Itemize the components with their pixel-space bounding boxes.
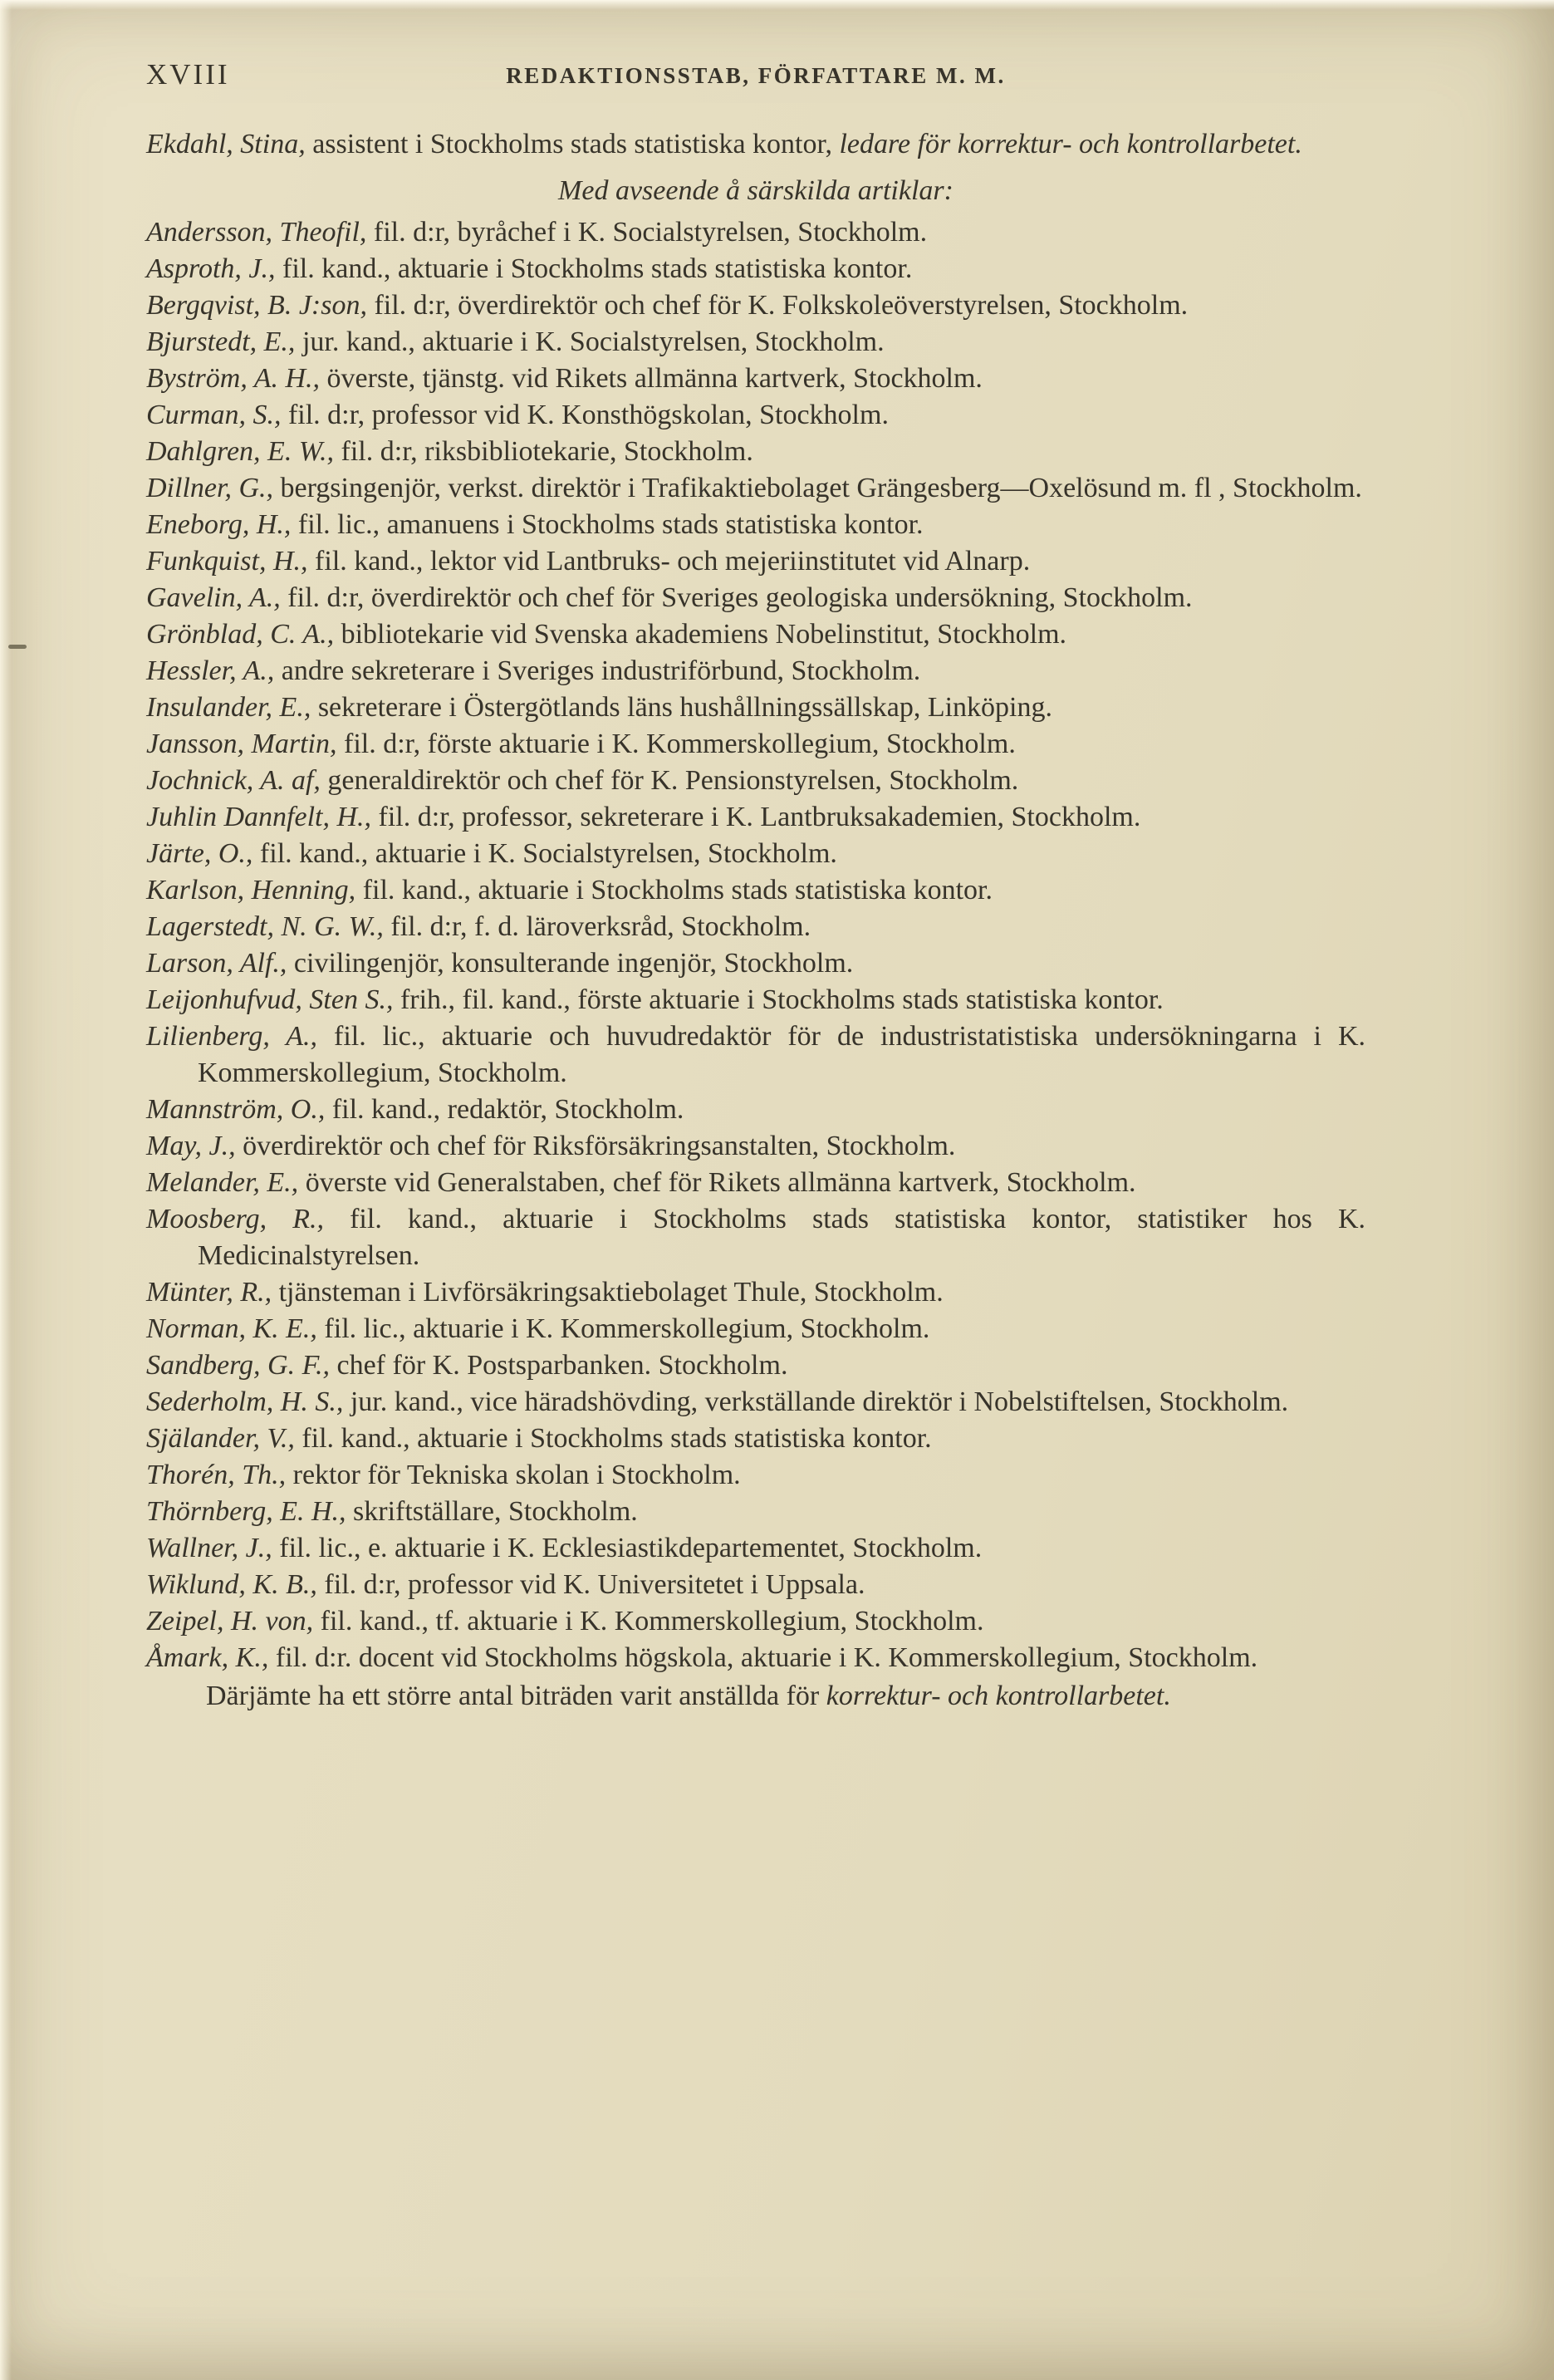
author-name: Andersson, Theofil, [146, 217, 367, 248]
author-name: Ekdahl, Stina, [146, 129, 306, 159]
author-entry [146, 507, 1365, 543]
author-name: Järte, O., [146, 838, 253, 869]
author-name: Thorén, Th., [146, 1460, 287, 1490]
author-name: Åmark, K., [146, 1642, 269, 1673]
author-description: överdirektör och chef för Riksförsäkringsanstalten, Stockholm. [235, 1131, 956, 1161]
author-name: Lilienberg, A., [146, 1021, 318, 1052]
author-entry [146, 836, 1365, 872]
author-name: Karlson, Henning, [146, 875, 356, 905]
author-description: fil. kand., tf. aktuarie i K. Kommerskollegium, Stockholm. [313, 1606, 984, 1637]
intro-text: assistent i Stockholms stads statistiska kontor, [305, 129, 840, 159]
author-entry [146, 214, 1365, 251]
author-name: Münter, R., [146, 1277, 272, 1308]
intro-paragraph [146, 126, 1365, 163]
author-description: tjänsteman i Livförsäkringsaktiebolaget Thule, Stockholm. [272, 1277, 944, 1308]
author-description: fil. d:r, byråchef i K. Socialstyrelsen, Stockholm. [366, 217, 928, 248]
author-description: fil. kand., lektor vid Lantbruks- och mejeriinstitutet vid Alnarp. [307, 546, 1031, 577]
author-name: Wallner, J., [146, 1533, 272, 1563]
author-name: Dahlgren, E. W., [146, 436, 335, 467]
author-name: Eneborg, H., [146, 509, 292, 540]
author-name: Jochnick, A. af, [146, 765, 321, 796]
author-entry [146, 1530, 1365, 1567]
author-name: Moosberg, R., [146, 1204, 324, 1234]
author-description: fil. d:r, överdirektör och chef för K. Folkskoleöverstyrelsen, Stockholm. [366, 290, 1189, 321]
author-entry [146, 324, 1365, 361]
author-entry [146, 763, 1365, 799]
author-description: fil. kand., aktuarie i Stockholms stads statistiska kontor. [294, 1423, 932, 1454]
author-description: jur. kand., aktuarie i K. Socialstyrelsen, Stockholm. [295, 326, 885, 357]
author-entry [146, 799, 1365, 836]
author-entry [146, 1128, 1365, 1165]
page-header [146, 58, 1365, 98]
author-name: Norman, K. E., [146, 1313, 317, 1344]
author-entry [146, 1640, 1365, 1676]
page-content [146, 58, 1365, 1715]
page-body [146, 126, 1365, 1715]
author-entry [146, 689, 1365, 726]
author-description: fil. lic., e. aktuarie i K. Ecklesiastikdepartementet, Stockholm. [272, 1533, 983, 1563]
author-entry [146, 726, 1365, 763]
author-name: Asproth, J., [146, 253, 276, 284]
author-description: andre sekreterare i Sveriges industriförbund, Stockholm. [274, 655, 921, 686]
author-entry [146, 361, 1365, 397]
author-name: Wiklund, K. B., [146, 1569, 317, 1600]
author-name: Byström, A. H., [146, 363, 321, 394]
author-description: fil. d:r, professor vid K. Konsthögskolan, Stockholm. [281, 400, 889, 430]
intro-emphasis: ledare för korrektur- och kontrollarbetet. [839, 129, 1302, 159]
author-name: Zeipel, H. von, [146, 1606, 314, 1637]
author-description: rektor för Tekniska skolan i Stockholm. [286, 1460, 741, 1490]
author-description: jur. kand., vice häradshövding, verkställande direktör i Nobelstiftelsen, Stockholm. [343, 1386, 1289, 1417]
author-description: fil. d:r, professor vid K. Universitetet i Uppsala. [316, 1569, 865, 1600]
author-description: frih., fil. kand., förste aktuarie i Stockholms stads statistiska kontor. [393, 984, 1164, 1015]
closing-emphasis: korrektur- och kontrollarbetet. [826, 1681, 1171, 1711]
author-description: fil. kand., redaktör, Stockholm. [325, 1094, 684, 1125]
author-entry [146, 470, 1365, 507]
author-name: Dillner, G., [146, 473, 273, 503]
scan-mark [8, 645, 27, 649]
author-entry [146, 1567, 1365, 1603]
author-description: fil. kand., aktuarie i K. Socialstyrelsen, Stockholm. [252, 838, 837, 869]
author-description: fil. lic., aktuarie i K. Kommerskollegium, Stockholm. [316, 1313, 930, 1344]
author-name: Grönblad, C. A., [146, 619, 335, 650]
page-number: XVIII [146, 58, 230, 91]
author-name: May, J., [146, 1131, 236, 1161]
author-name: Jansson, Martin, [146, 729, 337, 759]
author-name: Melander, E., [146, 1167, 299, 1198]
author-entry [146, 1165, 1365, 1201]
author-description: överste, tjänstg. vid Rikets allmänna kartverk, Stockholm. [320, 363, 983, 394]
author-entry [146, 1018, 1365, 1092]
author-description: civilingenjör, konsulterande ingenjör, Stockholm. [287, 948, 854, 979]
author-name: Thörnberg, E. H., [146, 1496, 346, 1527]
author-entry [146, 1092, 1365, 1128]
author-name: Gavelin, A., [146, 582, 281, 613]
section-heading: Med avseende å särskilda artiklar: [558, 175, 953, 206]
author-name: Curman, S., [146, 400, 282, 430]
author-entry [146, 1201, 1365, 1274]
author-description: bergsingenjör, verkst. direktör i Trafikaktiebolaget Grängesberg—Oxelösund m. fl , Stockholm. [273, 473, 1362, 503]
author-name: Sederholm, H. S., [146, 1386, 344, 1417]
author-name: Larson, Alf., [146, 948, 287, 979]
author-entry [146, 616, 1365, 653]
author-entry [146, 1494, 1365, 1530]
author-entry [146, 909, 1365, 945]
author-entry [146, 434, 1365, 470]
author-description: fil. d:r, riksbibliotekarie, Stockholm. [334, 436, 753, 467]
author-entry [146, 1384, 1365, 1421]
author-entry [146, 251, 1365, 287]
author-description: bibliotekarie vid Svenska akademiens Nobelinstitut, Stockholm. [334, 619, 1067, 650]
author-description: sekreterare i Östergötlands läns hushållningssällskap, Linköping. [311, 692, 1052, 723]
author-name: Hessler, A., [146, 655, 275, 686]
author-entry [146, 1421, 1365, 1457]
author-description: chef för K. Postsparbanken. Stockholm. [330, 1350, 788, 1381]
author-name: Juhlin Dannfelt, H., [146, 802, 372, 832]
scan-edge [0, 0, 12, 2380]
author-name: Sandberg, G. F., [146, 1350, 330, 1381]
author-description: fil. lic., amanuens i Stockholms stads statistiska kontor. [291, 509, 924, 540]
author-entry [146, 543, 1365, 580]
author-entry [146, 287, 1365, 324]
author-entry [146, 872, 1365, 909]
author-description: fil. d:r, professor, sekreterare i K. Lantbruksakademien, Stockholm. [371, 802, 1141, 832]
author-name: Funkquist, H., [146, 546, 308, 577]
author-name: Lagerstedt, N. G. W., [146, 911, 384, 942]
author-description: fil. kand., aktuarie i Stockholms stads statistiska kontor. [355, 875, 993, 905]
author-description: fil. d:r. docent vid Stockholms högskola, aktuarie i K. Kommerskollegium, Stockholm. [268, 1642, 1258, 1673]
running-title: REDAKTIONSSTAB, FÖRFATTARE M. M. [506, 63, 1006, 88]
author-entry [146, 982, 1365, 1018]
author-name: Bergqvist, B. J:son, [146, 290, 367, 321]
author-list [146, 214, 1365, 1676]
author-description: fil. kand., aktuarie i Stockholms stads statistiska kontor, statistiker hos K. Medicinalstyrelsen. [198, 1204, 1365, 1271]
author-description: skriftställare, Stockholm. [346, 1496, 638, 1527]
author-name: Leijonhufvud, Sten S., [146, 984, 394, 1015]
closing-paragraph [146, 1678, 1365, 1715]
author-name: Insulander, E., [146, 692, 311, 723]
author-description: fil. d:r, överdirektör och chef för Sveriges geologiska undersökning, Stockholm. [280, 582, 1193, 613]
author-description: fil. d:r, f. d. läroverksråd, Stockholm. [383, 911, 811, 942]
author-entry [146, 945, 1365, 982]
author-description: fil. kand., aktuarie i Stockholms stads statistiska kontor. [275, 253, 913, 284]
author-description: fil. d:r, förste aktuarie i K. Kommerskollegium, Stockholm. [336, 729, 1016, 759]
author-description: generaldirektör och chef för K. Pensionstyrelsen, Stockholm. [320, 765, 1019, 796]
closing-text: Därjämte ha ett större antal biträden varit anställda för [206, 1681, 826, 1711]
author-entry [146, 1311, 1365, 1347]
author-description: överste vid Generalstaben, chef för Rikets allmänna kartverk, Stockholm. [298, 1167, 1136, 1198]
author-name: Själander, V., [146, 1423, 295, 1454]
author-name: Mannström, O., [146, 1094, 326, 1125]
author-entry [146, 397, 1365, 434]
author-entry [146, 1603, 1365, 1640]
author-entry [146, 1347, 1365, 1384]
author-name: Bjurstedt, E., [146, 326, 296, 357]
author-entry [146, 653, 1365, 689]
author-entry [146, 1274, 1365, 1311]
author-description: fil. lic., aktuarie och huvudredaktör för de industristatistiska undersökningarna i K. Kommerskollegium, Stockholm. [198, 1021, 1365, 1088]
author-entry [146, 1457, 1365, 1494]
author-entry [146, 580, 1365, 616]
